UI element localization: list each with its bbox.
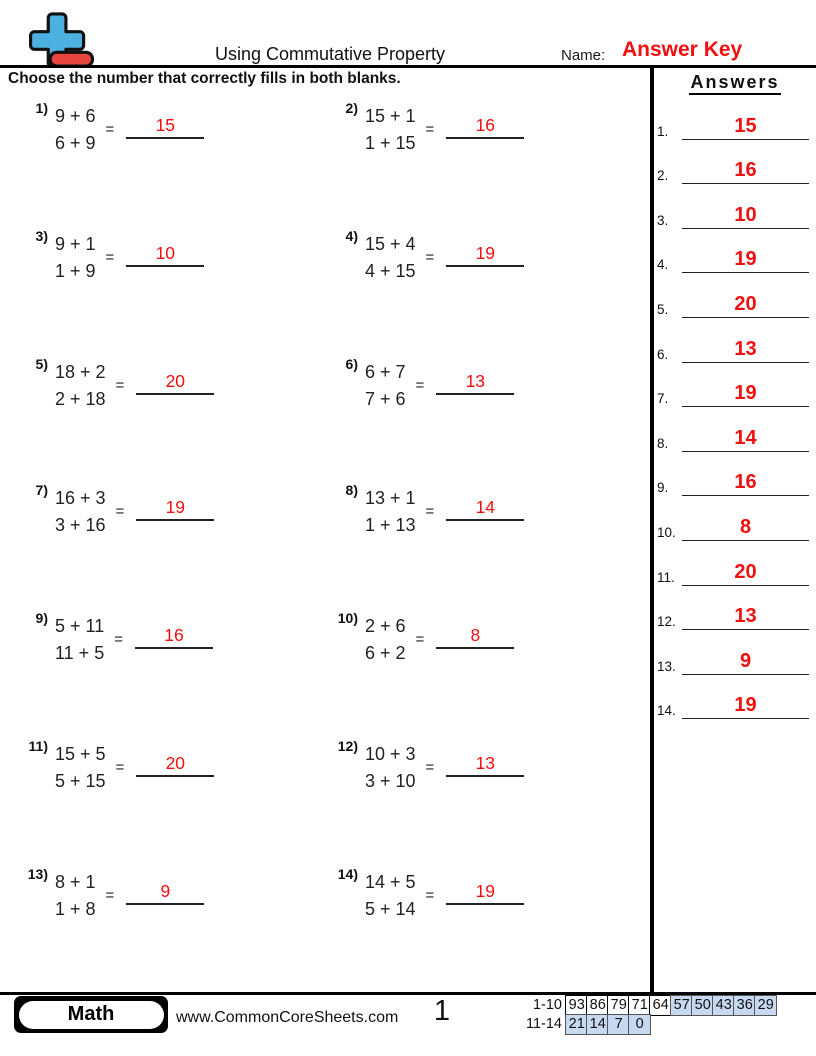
expression-line-1: 9 + 6: [55, 106, 96, 126]
problem-number: 4): [345, 228, 358, 244]
problem-number: 10): [337, 610, 358, 626]
answer-blank: 13: [436, 368, 514, 395]
problem-expressions: [365, 100, 416, 157]
grading-table: [520, 995, 777, 1035]
answers-column-title: Answers: [658, 72, 812, 93]
grading-cell-highlighted: 29: [754, 995, 777, 1016]
grading-row-2-label: 11-14: [525, 1016, 562, 1033]
expression-line-2: 4 + 15: [365, 261, 416, 281]
grading-cell-highlighted: 14: [586, 1014, 609, 1035]
answer-number: 6.: [657, 346, 669, 362]
problem-expressions: [55, 610, 104, 667]
equals-sign: =: [115, 503, 125, 520]
answer-number: 13.: [657, 658, 676, 674]
answer-row-3: [657, 184, 813, 229]
expression-line-1: 10 + 3: [365, 744, 416, 764]
answers-column-divider: [650, 65, 654, 993]
answer-number: 14.: [657, 703, 676, 719]
expression-line-1: 2 + 6: [365, 616, 406, 636]
answer-value: 8: [682, 515, 809, 541]
problem-5: [22, 356, 214, 413]
problem-number: 6): [345, 356, 358, 372]
equals-sign: =: [415, 631, 425, 648]
answer-blank: 10: [126, 240, 204, 267]
equals-sign: =: [105, 887, 115, 904]
equals-sign: =: [425, 887, 435, 904]
grading-row-1: [520, 995, 777, 1016]
expression-line-1: 16 + 3: [55, 488, 106, 508]
page-title: Using Commutative Property: [214, 44, 446, 64]
answers-list: [657, 95, 813, 719]
expression-line-2: 1 + 13: [365, 515, 416, 535]
name-label: Name:: [561, 47, 606, 64]
problem-expressions: [365, 228, 416, 285]
problem-number: 2): [345, 100, 358, 116]
equals-sign: =: [105, 249, 115, 266]
expression-line-1: 8 + 1: [55, 872, 96, 892]
problem-expressions: [365, 610, 406, 667]
answer-value: 16: [682, 470, 809, 496]
answer-value: 20: [682, 560, 809, 586]
expression-line-1: 5 + 11: [55, 616, 105, 636]
equals-sign: =: [105, 121, 115, 138]
problem-expressions: [55, 100, 96, 157]
grading-cell-highlighted: 43: [712, 995, 735, 1016]
answer-value: 14: [682, 426, 809, 452]
problem-4: [332, 228, 524, 285]
answer-blank: 19: [136, 494, 214, 521]
answer-row-5: [657, 273, 813, 318]
expression-line-1: 15 + 4: [365, 234, 416, 254]
problem-8: [332, 482, 524, 539]
problem-expressions: [365, 356, 406, 413]
answer-row-12: [657, 586, 813, 631]
equals-sign: =: [114, 631, 123, 648]
problem-expressions: [55, 866, 96, 923]
problem-10: [332, 610, 514, 667]
expression-line-2: 3 + 16: [55, 515, 106, 535]
answer-row-10: [657, 496, 813, 541]
equals-sign: =: [425, 249, 435, 266]
grading-cell-highlighted: 57: [670, 995, 693, 1016]
grading-cell-highlighted: 0: [628, 1014, 651, 1035]
answer-number: 5.: [657, 301, 669, 317]
problem-number: 3): [35, 228, 48, 244]
problem-expressions: [55, 738, 106, 795]
expression-line-1: 9 + 1: [55, 234, 96, 254]
answer-blank: 8: [436, 622, 514, 649]
grading-cell-highlighted: 21: [565, 1014, 588, 1035]
answer-row-6: [657, 318, 813, 363]
problem-11: [22, 738, 214, 795]
problem-number: 5): [35, 356, 48, 372]
expression-line-2: 6 + 2: [365, 643, 406, 663]
grading-cell: 86: [586, 995, 609, 1016]
answer-row-14: [657, 675, 813, 720]
answer-blank: 19: [446, 240, 524, 267]
grading-cell: 79: [607, 995, 630, 1016]
problem-expressions: [55, 228, 96, 285]
header-divider-line: [0, 65, 816, 68]
grading-cell-highlighted: 7: [607, 1014, 630, 1035]
answer-value: 9: [682, 649, 809, 675]
problem-number: 14): [337, 866, 358, 882]
answer-blank: 16: [135, 622, 213, 649]
expression-line-1: 18 + 2: [55, 362, 106, 382]
grading-cell-highlighted: 50: [691, 995, 714, 1016]
problem-7: [22, 482, 214, 539]
equals-sign: =: [425, 503, 435, 520]
subject-badge-label: Math: [19, 1001, 164, 1029]
answer-number: 9.: [657, 480, 669, 496]
answer-number: 8.: [657, 435, 669, 451]
answer-row-4: [657, 229, 813, 274]
expression-line-2: 5 + 14: [365, 899, 416, 919]
problem-9: [22, 610, 213, 667]
answer-blank: 20: [136, 368, 214, 395]
answer-number: 4.: [657, 257, 669, 273]
expression-line-2: 7 + 6: [365, 389, 406, 409]
problem-number: 11): [28, 738, 48, 754]
problem-expressions: [365, 482, 416, 539]
expression-line-1: 6 + 7: [365, 362, 406, 382]
problem-number: 8): [345, 482, 358, 498]
answer-row-9: [657, 452, 813, 497]
answer-blank: 19: [446, 878, 524, 905]
problem-2: [332, 100, 524, 157]
answer-row-13: [657, 630, 813, 675]
page-number: 1: [433, 995, 451, 1027]
answer-number: 10.: [657, 524, 676, 540]
answer-blank: 14: [446, 494, 524, 521]
instruction-text: Choose the number that correctly fills in both blanks.: [8, 70, 401, 87]
expression-line-1: 15 + 5: [55, 744, 106, 764]
answer-row-8: [657, 407, 813, 452]
answer-blank: 16: [446, 112, 524, 139]
answer-value: 13: [682, 604, 809, 630]
expression-line-2: 3 + 10: [365, 771, 416, 791]
answer-blank: 15: [126, 112, 204, 139]
equals-sign: =: [425, 121, 435, 138]
answer-blank: 9: [126, 878, 204, 905]
answer-number: 12.: [657, 614, 676, 630]
problem-expressions: [55, 482, 106, 539]
answer-value: 15: [682, 114, 809, 140]
expression-line-2: 1 + 8: [55, 899, 96, 919]
answer-value: 19: [682, 693, 809, 719]
problem-13: [22, 866, 204, 923]
answer-number: 3.: [657, 212, 669, 228]
expression-line-1: 13 + 1: [365, 488, 416, 508]
answer-row-1: [657, 95, 813, 140]
answer-number: 11.: [657, 569, 675, 585]
expression-line-1: 14 + 5: [365, 872, 416, 892]
answer-value: 19: [682, 247, 809, 273]
grading-cell: 93: [565, 995, 588, 1016]
problem-number: 9): [35, 610, 48, 626]
expression-line-2: 5 + 15: [55, 771, 106, 791]
problem-number: 13): [27, 866, 48, 882]
expression-line-1: 15 + 1: [365, 106, 416, 126]
answer-blank: 13: [446, 750, 524, 777]
answer-value: 16: [682, 158, 809, 184]
answer-row-11: [657, 541, 813, 586]
grading-cell: 64: [649, 995, 672, 1016]
answer-row-2: [657, 140, 813, 185]
expression-line-2: 1 + 9: [55, 261, 96, 281]
answer-value: 19: [682, 381, 809, 407]
answer-value: 10: [682, 203, 809, 229]
name-value-answer-key: Answer Key: [622, 38, 743, 61]
grading-row-2: [520, 1014, 777, 1035]
expression-line-2: 11 + 5: [55, 643, 105, 663]
expression-line-2: 1 + 15: [365, 133, 416, 153]
equals-sign: =: [425, 759, 435, 776]
equals-sign: =: [115, 377, 125, 394]
problem-expressions: [365, 738, 416, 795]
problem-number: 7): [35, 482, 48, 498]
answer-row-7: [657, 363, 813, 408]
problem-1: [22, 100, 204, 157]
problem-number: 1): [35, 100, 48, 116]
expression-line-2: 2 + 18: [55, 389, 106, 409]
problem-12: [332, 738, 524, 795]
answer-number: 2.: [657, 168, 669, 184]
grading-row-1-label: 1-10: [532, 997, 562, 1013]
equals-sign: =: [115, 759, 125, 776]
answer-value: 13: [682, 337, 809, 363]
problem-6: [332, 356, 514, 413]
problem-14: [332, 866, 524, 923]
answer-number: 7.: [657, 391, 669, 407]
equals-sign: =: [415, 377, 425, 394]
answer-blank: 20: [136, 750, 214, 777]
answer-number: 1.: [657, 123, 669, 139]
grading-cell: 71: [628, 995, 651, 1016]
subject-badge: [14, 996, 168, 1033]
problem-3: [22, 228, 204, 285]
problem-expressions: [365, 866, 416, 923]
problem-number: 12): [337, 738, 358, 754]
problem-expressions: [55, 356, 106, 413]
website-url: www.CommonCoreSheets.com: [176, 1009, 399, 1026]
answer-value: 20: [682, 292, 809, 318]
expression-line-2: 6 + 9: [55, 133, 96, 153]
grading-cell-highlighted: 36: [733, 995, 756, 1016]
